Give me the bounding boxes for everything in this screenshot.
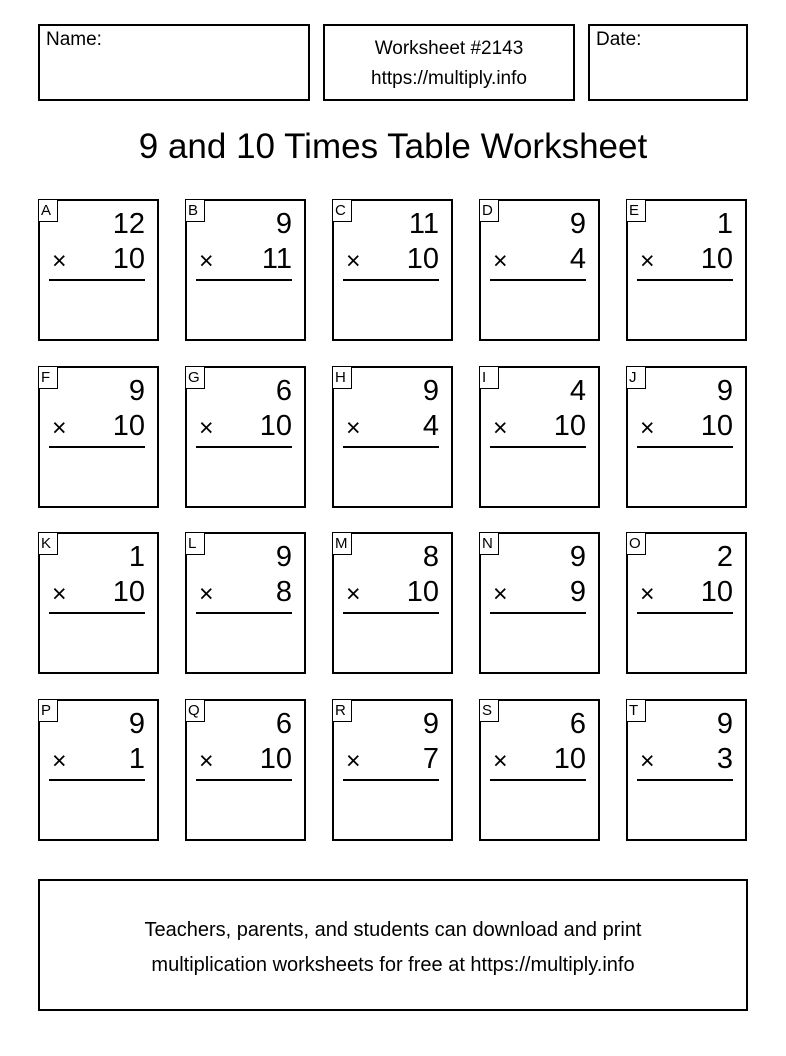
multiplier: 8 (275, 576, 292, 608)
worksheet-number: Worksheet #2143 (374, 38, 524, 59)
multiplier: 10 (259, 410, 292, 442)
answer-line (196, 779, 292, 781)
problem-letter: G (185, 366, 205, 389)
multiplicand: 1 (716, 208, 733, 240)
footer-box (38, 879, 748, 1011)
name-label: Name: (46, 29, 102, 50)
multiply-sign: × (493, 747, 508, 775)
problem-letter: R (332, 699, 352, 722)
multiplier: 7 (422, 743, 439, 775)
worksheet-info-box (323, 24, 575, 101)
multiply-sign: × (199, 580, 214, 608)
multiplier: 10 (112, 410, 145, 442)
date-box[interactable] (588, 24, 748, 101)
problem-letter: H (332, 366, 352, 389)
problem-letter: N (479, 532, 499, 555)
problem-card[interactable] (38, 699, 159, 841)
multiplicand: 8 (422, 541, 439, 573)
multiply-sign: × (199, 747, 214, 775)
multiplier: 10 (112, 243, 145, 275)
answer-line (490, 779, 586, 781)
multiply-sign: × (640, 414, 655, 442)
problem-letter: E (626, 199, 646, 222)
answer-line (343, 779, 439, 781)
problem-card[interactable] (332, 366, 453, 508)
multiplier: 1 (128, 743, 145, 775)
answer-line (490, 279, 586, 281)
multiplicand: 6 (275, 375, 292, 407)
multiplicand: 9 (275, 541, 292, 573)
problem-card[interactable] (185, 366, 306, 508)
multiplicand: 9 (128, 708, 145, 740)
website-url: https://multiply.info (371, 68, 527, 89)
problem-letter: D (479, 199, 499, 222)
multiplicand: 6 (275, 708, 292, 740)
multiplicand: 1 (128, 541, 145, 573)
multiply-sign: × (52, 247, 67, 275)
multiply-sign: × (52, 580, 67, 608)
multiplicand: 12 (112, 208, 145, 240)
problem-letter: T (626, 699, 646, 722)
problem-letter: B (185, 199, 205, 222)
problem-card[interactable] (626, 366, 747, 508)
footer-line-2: multiplication worksheets for free at https://multiply.info (151, 954, 635, 976)
problem-letter: P (38, 699, 58, 722)
answer-line (49, 279, 145, 281)
multiplicand: 9 (716, 375, 733, 407)
multiplier: 4 (422, 410, 439, 442)
multiplicand: 9 (569, 541, 586, 573)
problem-card[interactable] (626, 199, 747, 341)
multiplier: 4 (569, 243, 586, 275)
page-title: 9 and 10 Times Table Worksheet (138, 127, 648, 166)
multiplier: 3 (716, 743, 733, 775)
multiplier: 10 (406, 243, 439, 275)
problem-card[interactable] (185, 199, 306, 341)
problem-card[interactable] (332, 699, 453, 841)
problem-letter: I (479, 366, 499, 389)
problem-card[interactable] (185, 699, 306, 841)
problem-card[interactable] (38, 366, 159, 508)
footer-line-1: Teachers, parents, and students can download and print (144, 919, 642, 941)
multiplier: 10 (553, 410, 586, 442)
answer-line (343, 612, 439, 614)
answer-line (49, 779, 145, 781)
problem-letter: O (626, 532, 646, 555)
problem-letter: F (38, 366, 58, 389)
answer-line (49, 612, 145, 614)
answer-line (196, 612, 292, 614)
multiply-sign: × (346, 580, 361, 608)
multiplicand: 4 (569, 375, 586, 407)
answer-line (637, 612, 733, 614)
problem-card[interactable] (185, 532, 306, 674)
multiply-sign: × (640, 580, 655, 608)
multiplier: 10 (700, 576, 733, 608)
answer-line (637, 446, 733, 448)
problem-letter: J (626, 366, 646, 389)
multiplicand: 11 (408, 208, 439, 240)
problem-card[interactable] (479, 699, 600, 841)
multiply-sign: × (346, 247, 361, 275)
problem-card[interactable] (332, 199, 453, 341)
multiply-sign: × (640, 747, 655, 775)
multiply-sign: × (52, 747, 67, 775)
multiply-sign: × (493, 580, 508, 608)
multiplicand: 9 (275, 208, 292, 240)
problem-card[interactable] (626, 699, 747, 841)
multiply-sign: × (199, 414, 214, 442)
problem-card[interactable] (479, 366, 600, 508)
problem-card[interactable] (332, 532, 453, 674)
problem-card[interactable] (38, 532, 159, 674)
multiplicand: 9 (422, 375, 439, 407)
answer-line (343, 279, 439, 281)
multiplier: 10 (553, 743, 586, 775)
multiply-sign: × (199, 247, 214, 275)
answer-line (490, 446, 586, 448)
answer-line (49, 446, 145, 448)
multiplicand: 9 (422, 708, 439, 740)
problem-letter: K (38, 532, 58, 555)
problem-letter: M (332, 532, 352, 555)
multiplicand: 9 (569, 208, 586, 240)
answer-line (637, 279, 733, 281)
multiply-sign: × (640, 247, 655, 275)
multiply-sign: × (52, 414, 67, 442)
multiplier: 9 (569, 576, 586, 608)
answer-line (490, 612, 586, 614)
answer-line (196, 446, 292, 448)
date-label: Date: (596, 29, 642, 50)
answer-line (196, 279, 292, 281)
multiply-sign: × (493, 414, 508, 442)
multiplier: 10 (700, 243, 733, 275)
multiply-sign: × (346, 747, 361, 775)
problem-card[interactable] (38, 199, 159, 341)
problem-card[interactable] (479, 532, 600, 674)
multiplier: 10 (112, 576, 145, 608)
problem-letter: Q (185, 699, 205, 722)
multiply-sign: × (493, 247, 508, 275)
multiplier: 10 (259, 743, 292, 775)
name-box[interactable] (38, 24, 310, 101)
multiplicand: 9 (716, 708, 733, 740)
problem-card[interactable] (626, 532, 747, 674)
multiplier: 10 (700, 410, 733, 442)
multiplicand: 6 (569, 708, 586, 740)
answer-line (637, 779, 733, 781)
answer-line (343, 446, 439, 448)
problem-letter: S (479, 699, 499, 722)
multiplicand: 2 (716, 541, 733, 573)
problem-letter: C (332, 199, 352, 222)
multiply-sign: × (346, 414, 361, 442)
multiplier: 11 (261, 243, 292, 275)
multiplier: 10 (406, 576, 439, 608)
problem-letter: A (38, 199, 58, 222)
multiplicand: 9 (128, 375, 145, 407)
problem-card[interactable] (479, 199, 600, 341)
problem-letter: L (185, 532, 205, 555)
